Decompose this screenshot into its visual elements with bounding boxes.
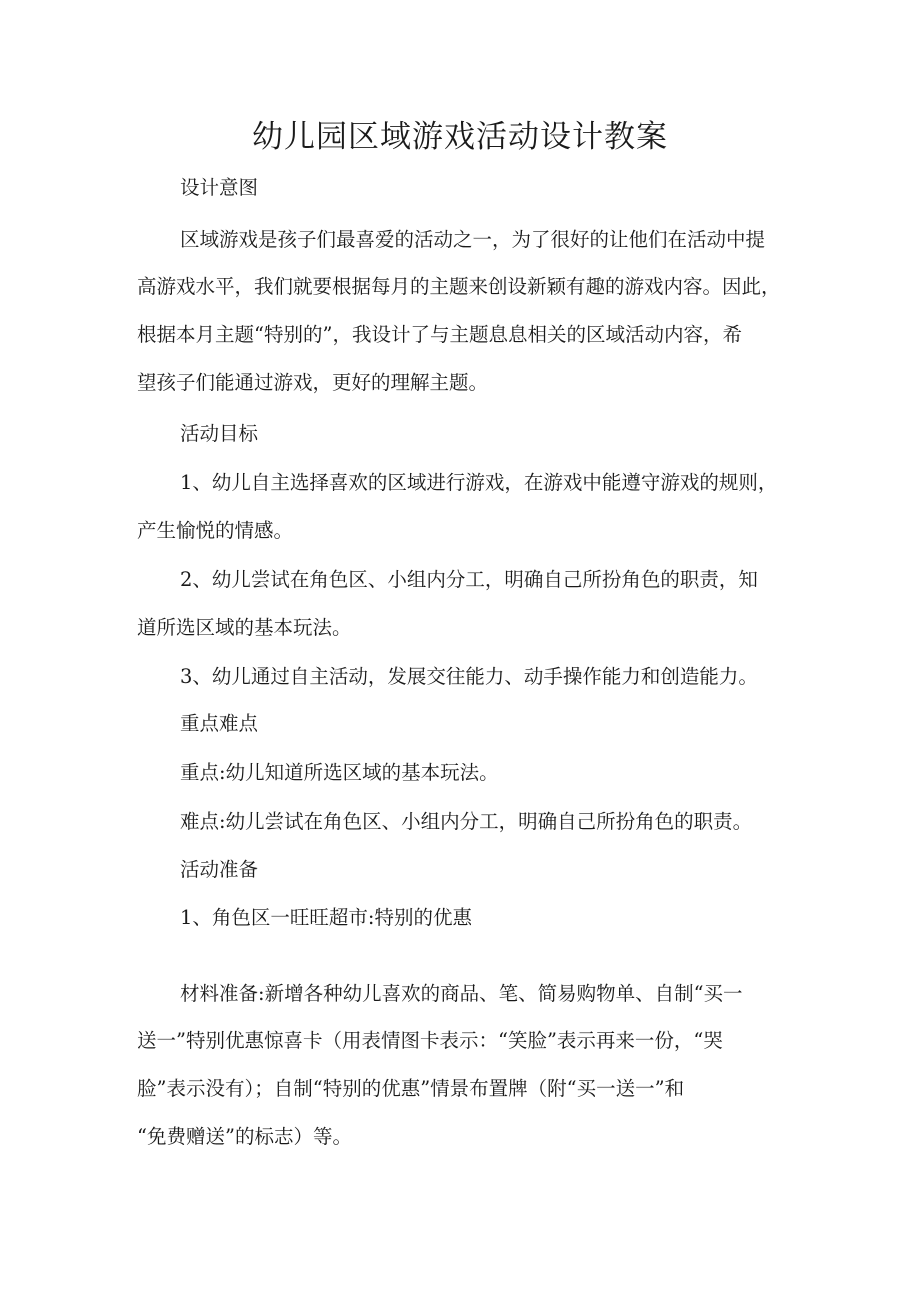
goal-item-continued: 产生愉悦的情感。 (137, 519, 294, 542)
paragraph-line: 根据本月主题“特别的”，我设计了与主题息息相关的区域活动内容，希 (137, 323, 742, 346)
materials-line: 材料准备:新增各种幼儿喜欢的商品、笔、简易购物单、自制“买一 (180, 982, 743, 1005)
materials-line: “免费赠送”的标志）等。 (137, 1125, 352, 1148)
paragraph-line: 区域游戏是孩子们最喜爱的活动之一，为了很好的让他们在活动中提 (180, 228, 766, 251)
preparation-item: 1、角色区一旺旺超市:特别的优惠 (180, 906, 472, 929)
goal-item: 2、幼儿尝试在角色区、小组内分工，明确自己所扮角色的职责，知 (180, 568, 758, 591)
key-point: 重点:幼儿知道所选区域的基本玩法。 (180, 761, 499, 784)
goal-item: 3、幼儿通过自主活动，发展交往能力、动手操作能力和创造能力。 (180, 665, 758, 688)
materials-line: 脸”表示没有）；自制“特别的优惠”情景布置牌（附“买一送一”和 (137, 1077, 685, 1100)
difficult-point: 难点:幼儿尝试在角色区、小组内分工，明确自己所扮角色的职责。 (180, 810, 753, 833)
goal-item-continued: 道所选区域的基本玩法。 (137, 616, 352, 639)
paragraph-line: 高游戏水平，我们就要根据每月的主题来创设新颖有趣的游戏内容。因此， (137, 275, 781, 298)
document-title: 幼儿园区域游戏活动设计教案 (252, 119, 668, 155)
goal-item: 1、幼儿自主选择喜欢的区域进行游戏，在游戏中能遵守游戏的规则， (180, 471, 778, 494)
heading-activity-preparation: 活动准备 (180, 858, 259, 881)
paragraph-line: 望孩子们能通过游戏，更好的理解主题。 (137, 371, 489, 394)
heading-design-intent: 设计意图 (180, 176, 259, 199)
heading-activity-goals: 活动目标 (180, 422, 259, 445)
heading-key-difficult-points: 重点难点 (180, 712, 259, 735)
materials-line: 送一”特别优惠惊喜卡（用表情图卡表示：“笑脸”表示再来一份，“哭 (137, 1029, 723, 1052)
